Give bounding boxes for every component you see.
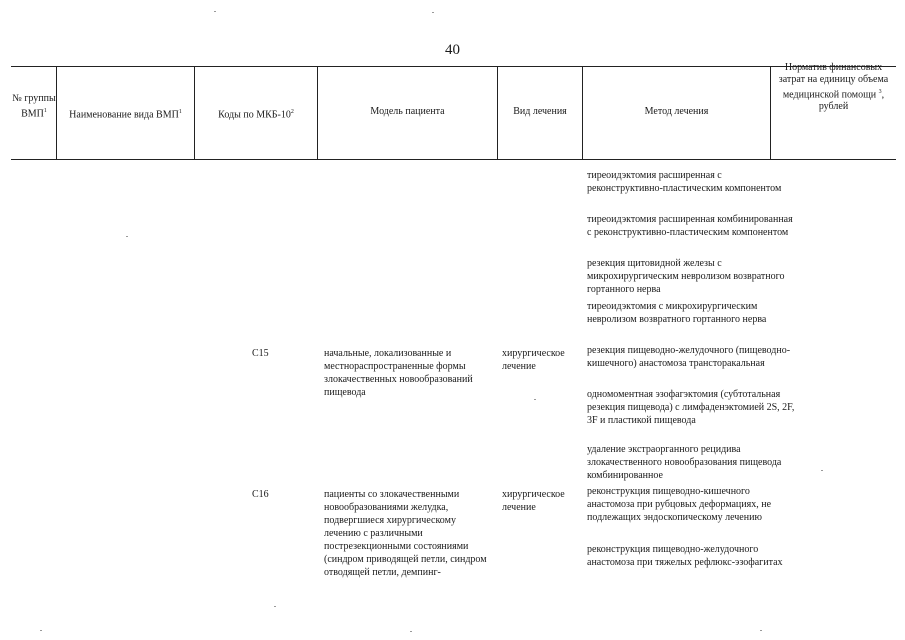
- header-vmp-name: Наименование вида ВМП$^1$: [69, 109, 182, 121]
- method-item: удаление экстраорганного рецидива злокачественного новообразования пищевода комбинированное: [587, 444, 782, 481]
- header-patient-model: Модель пациента: [370, 106, 445, 117]
- page-number: 40: [445, 42, 460, 58]
- header-group-no: № группы ВМП$^1$: [12, 93, 56, 120]
- method-item: резекция пищеводно-желудочного (пищеводно-кишечного) анастомоза трансторакальная: [587, 345, 791, 369]
- header-top-rule: [11, 66, 896, 67]
- scan-speck: [821, 470, 823, 471]
- scan-speck: [40, 630, 42, 631]
- patient-model: пациенты со злокачественными новообразованиями желудка, подвергшиеся хирургическому лечению с различными пострезекционными состояниями (синдром приводящей петли, синдром отводящей петли, демпинг-: [324, 489, 487, 578]
- header-treatment-type: Вид лечения: [513, 106, 567, 117]
- method-item: резекция щитовидной железы с микрохирургическим невролизом возвратного гортанного нерва: [587, 258, 785, 295]
- header-norm: Норматив финансовых затрат на единицу объема медицинской помощи $^3$, рублей: [778, 62, 889, 113]
- treatment-type: хирургическое лечение: [502, 489, 565, 513]
- patient-model: начальные, локализованные и местнораспространенные формы злокачественных новообразований пищевода: [324, 348, 473, 398]
- scan-speck: [432, 12, 434, 13]
- treatment-type: хирургическое лечение: [502, 348, 565, 372]
- method-item: одномоментная эзофагэктомия (субтотальная резекция пищевода) с лимфаденэктомией 2S, 2F, 3F и пластикой пищевода: [587, 389, 795, 426]
- scan-speck: [534, 399, 536, 400]
- header-mkb-codes: Коды по МКБ-$10^2$: [218, 109, 294, 121]
- header-bottom-rule: [11, 159, 896, 160]
- method-item: реконструкция пищеводно-желудочного анастомоза при тяжелых рефлюкс-эзофагитах: [587, 544, 783, 568]
- scan-speck: [126, 236, 128, 237]
- method-item: тиреоидэктомия с микрохирургическим невролизом возвратного гортанного нерва: [587, 301, 767, 325]
- method-item: тиреоидэктомия расширенная комбинированная с реконструктивно-пластическим компонентом: [587, 214, 793, 238]
- scan-speck: [760, 630, 762, 631]
- scan-speck: [214, 11, 216, 12]
- scan-speck: [410, 631, 412, 632]
- header-treatment-method: Метод лечения: [644, 106, 709, 117]
- method-item: тиреоидэктомия расширенная с реконструктивно-пластическим компонентом: [587, 170, 782, 194]
- method-item: реконструкция пищеводно-кишечного анастомоза при рубцовых деформациях, не подлежащих эндоскопическому лечению: [587, 486, 772, 523]
- scan-speck: [274, 606, 276, 607]
- mkb-code: C16: [252, 489, 269, 500]
- mkb-code: C15: [252, 348, 269, 359]
